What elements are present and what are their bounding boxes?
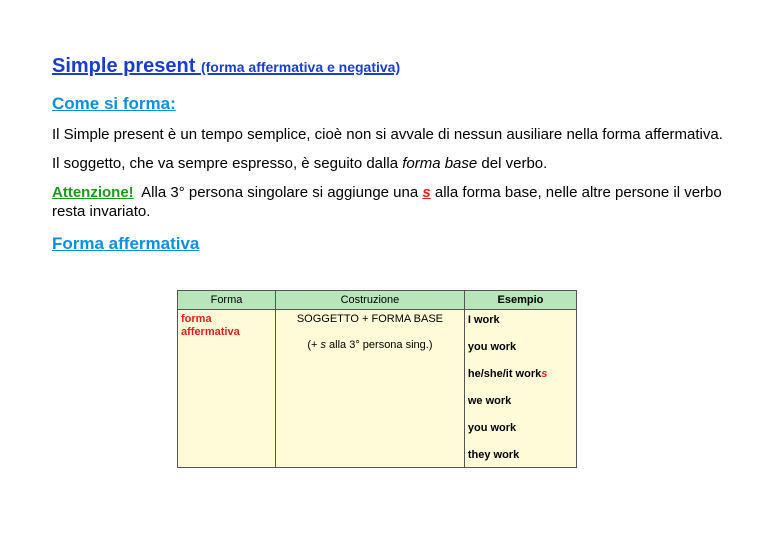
page-title xyxy=(52,54,732,79)
header-costruzione: Costruzione xyxy=(275,291,464,310)
example-item: they work xyxy=(467,449,520,461)
title-sub: (forma affermativa e negativa) xyxy=(200,59,401,75)
paragraph-soggetto: Il soggetto, che va sempre espresso, è seguito dalla forma base del verbo. xyxy=(52,155,548,172)
example-item: you work xyxy=(467,422,517,434)
paragraph-attenzione: Attenzione! Alla 3° persona singolare si aggiunge una s alla forma base, nelle altre persone il verbo resta invariato. xyxy=(52,184,722,220)
table-header-row xyxy=(178,291,577,310)
header-esempio: Esempio xyxy=(464,291,576,310)
italic-forma-base: forma base xyxy=(402,155,478,172)
header-forma: Forma xyxy=(178,291,276,310)
cell-forma: forma affermativa xyxy=(178,310,276,468)
table-row xyxy=(178,310,577,468)
conjugation-table xyxy=(177,290,577,468)
example-item: you work xyxy=(467,341,517,353)
cell-esempio xyxy=(464,310,576,468)
costruzione-line1: SOGGETTO + FORMA BASE xyxy=(296,313,444,325)
example-item: I work xyxy=(467,314,500,326)
letter-s-mark: s xyxy=(422,184,431,201)
cell-costruzione xyxy=(275,310,464,468)
costruzione-line2: (+ s alla 3° persona sing.) xyxy=(307,339,433,351)
example-item: he/she/it works xyxy=(467,368,548,380)
paragraph-definition: Il Simple present è un tempo semplice, cioè non si avvale di nessun ausiliare nella forma affermativa. xyxy=(52,126,723,143)
title-main: Simple present xyxy=(52,55,196,77)
heading-forma-affermativa: Forma affermativa xyxy=(52,234,200,253)
example-item: we work xyxy=(467,395,512,407)
attention-label: Attenzione! xyxy=(52,184,134,201)
heading-come-si-forma: Come si forma: xyxy=(52,94,176,113)
document-page xyxy=(52,54,732,255)
